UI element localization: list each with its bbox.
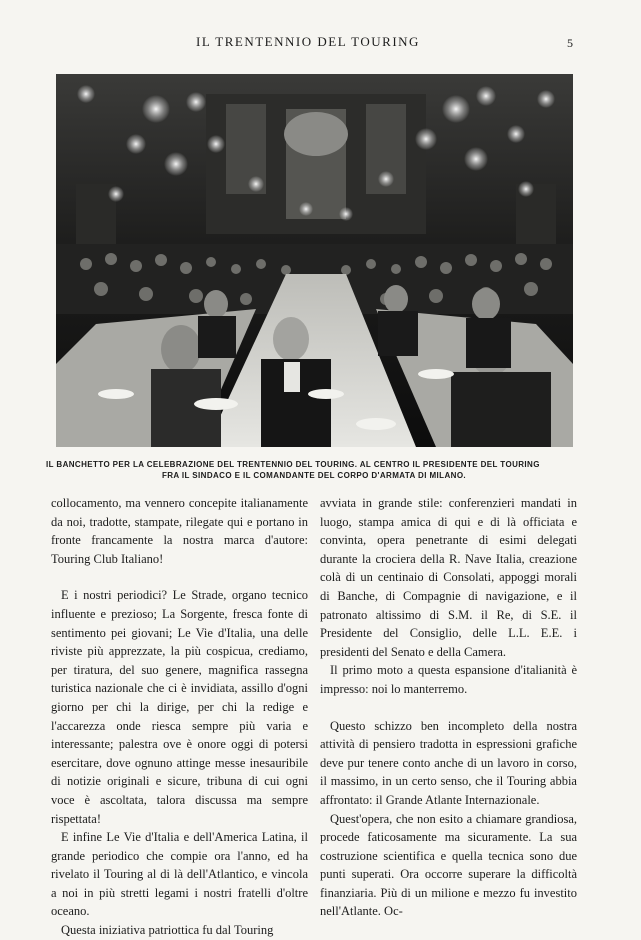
banquet-photo-icon — [56, 74, 573, 447]
caption-line-1: IL BANCHETTO PER LA CELEBRAZIONE DEL TRENTENNIO DEL TOURING. AL CENTRO IL PRESIDENTE DEL TOURING — [46, 460, 540, 469]
right-paragraph-4: Quest'opera, che non esito a chiamare grandiosa, procede faticosamente ma sicuramente. La sua costruzione scientifica e quella tecnica sono due punti superati. Ora occorre superare la difficoltà finanziaria. Più di un milione e mezzo fu investito nell'Atlante. Oc- — [320, 811, 577, 919]
right-paragraph-1: avviata in grande stile: conferenzieri mandati in luogo, stampa amica di qui e di là officiata e convinta, opera penetrante di esimi delegati durante la crociera della R. Nave Italia, creazione colà di un centinaio di Consolati, appoggi morali di Banche, di Compagnie di navigazione, e il patronato altissimo di S.M. il Re, di S.E. il Presidente del Consiglio, delle L.L. E.E. i presidenti del Senato e della Camera. — [320, 496, 577, 659]
right-paragraph-3: Questo schizzo ben incompleto della nostra attività di pensiero tradotta in espressioni grafiche deve pur tenere conto anche di un lavoro in corso, il massimo, in un certo senso, che il Touring abbia affrontato: il Grande Atlante Internazionale. — [320, 718, 577, 807]
left-paragraph-4: Questa iniziativa patriottica fu dal Touring — [61, 923, 274, 938]
caption-line-2: FRA IL SINDACO E IL COMANDANTE DEL CORPO D'ARMATA DI MILANO. — [161, 471, 467, 480]
photo-caption — [46, 459, 582, 481]
banquet-photo — [56, 74, 573, 447]
left-column — [51, 494, 308, 940]
right-paragraph-2: Il primo moto a questa espansione d'italianità è impresso: noi lo manterremo. — [320, 663, 577, 696]
page-number: 5 — [567, 36, 573, 50]
running-title: IL TRENTENNIO DEL TOURING — [196, 34, 420, 49]
left-paragraph-3: E infine Le Vie d'Italia e dell'America Latina, il grande periodico che compie ora l'anno, ed ha rivelato il Touring al di là dell'Atlantico, e vincola a noi in più stretti legami i nostri fratelli d'oltre oceano. — [51, 830, 308, 919]
left-paragraph-2: E i nostri periodici? Le Strade, organo tecnico influente e prezioso; La Sorgente, fresca fonte di sentimento pei giovani; Le Vie d'Italia, una delle riviste più apprezzate, la più cospicua, crediamo, per tiratura, del suo genere, magnifica rassegna turistica nazionale che ci è invidiata, assillo d'ogni giorno per chi la dirige, per chi la redige e l'accarezza onde riesca sempre più varia e interessante; palestra ove è onore oggi di potersi esercitare, dove ognuno attinge messe inesauribile di notizie originali e sicure, tribuna di cui ogni voce è ascoltata, talora discussa ma sempre rispettata! — [51, 588, 308, 826]
running-header — [0, 34, 641, 54]
right-column — [320, 494, 577, 921]
left-paragraph-1: collocamento, ma vennero concepite italianamente da noi, tradotte, stampate, rilegate qui e portano in fronte francamente la nostra marca d'autore: Touring Club Italiano! — [51, 496, 308, 566]
